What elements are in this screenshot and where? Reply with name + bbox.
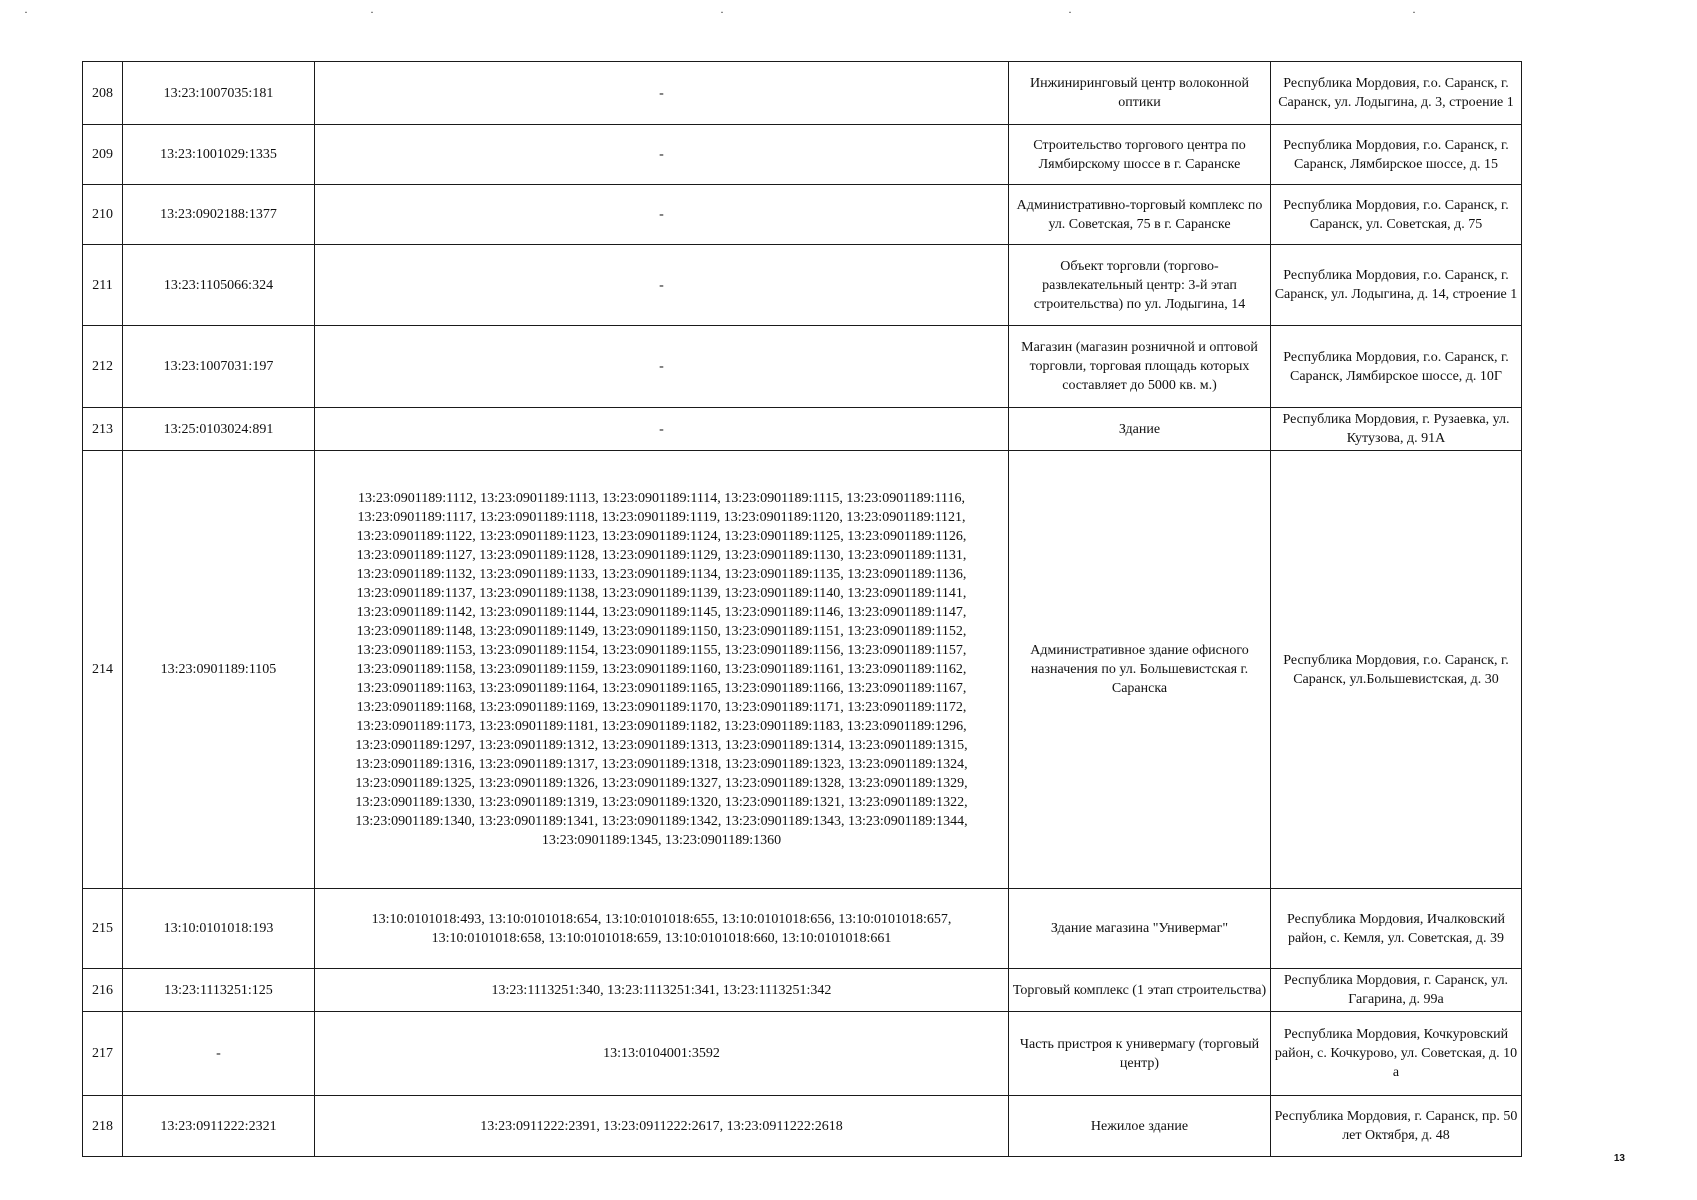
page-number: 13 xyxy=(1613,1153,1625,1164)
table-row xyxy=(83,1012,1522,1096)
object-address: Республика Мордовия, г.о. Саранск, г. Саранск, ул. Советская, д. 75 xyxy=(1271,185,1522,245)
related-cadastral-numbers: - xyxy=(315,125,1009,185)
table-row xyxy=(83,326,1522,408)
cadastral-number: 13:23:1007031:197 xyxy=(123,326,315,408)
cadastral-number: 13:23:1001029:1335 xyxy=(123,125,315,185)
object-name: Здание xyxy=(1009,408,1271,451)
cadastral-number: 13:23:0902188:1377 xyxy=(123,185,315,245)
row-number: 216 xyxy=(83,969,123,1012)
table-row xyxy=(83,185,1522,245)
cadastral-number: 13:23:0901189:1105 xyxy=(123,451,315,889)
scan-artifact: · xyxy=(1412,5,1416,19)
scan-artifact: · xyxy=(720,5,724,19)
cadastral-number: 13:23:1113251:125 xyxy=(123,969,315,1012)
object-name: Объект торговли (торгово-развлекательный центр: 3-й этап строительства) по ул. Лодыгина, 14 xyxy=(1009,245,1271,326)
scan-artifact: · xyxy=(24,5,28,19)
row-number: 215 xyxy=(83,889,123,969)
object-address: Республика Мордовия, г. Саранск, пр. 50 лет Октября, д. 48 xyxy=(1271,1096,1522,1157)
row-number: 218 xyxy=(83,1096,123,1157)
object-address: Республика Мордовия, г.о. Саранск, г. Саранск, ул.Большевистская, д. 30 xyxy=(1271,451,1522,889)
row-number: 212 xyxy=(83,326,123,408)
related-cadastral-numbers: 13:23:0901189:1112, 13:23:0901189:1113, 13:23:0901189:1114, 13:23:0901189:1115, 13:23:0901189:1116, 13:23:0901189:1117, 13:23:0901189:1118, 13:23:0901189:1119, 13:23:0901189:1120, 13:23:0901189:1121, 13:23:0901189:1122, 13:23:0901189:1123, 13:23:0901189:1124, 13:23:0901189:1125, 13:23:0901189:1126, 13:23:0901189:1127, 13:23:0901189:1128, 13:23:0901189:1129, 13:23:0901189:1130, 13:23:0901189:1131, 13:23:0901189:1132, 13:23:0901189:1133, 13:23:0901189:1134, 13:23:0901189:1135, 13:23:0901189:1136, 13:23:0901189:1137, 13:23:0901189:1138, 13:23:0901189:1139, 13:23:0901189:1140, 13:23:0901189:1141, 13:23:0901189:1142, 13:23:0901189:1144, 13:23:0901189:1145, 13:23:0901189:1146, 13:23:0901189:1147, 13:23:0901189:1148, 13:23:0901189:1149, 13:23:0901189:1150, 13:23:0901189:1151, 13:23:0901189:1152, 13:23:0901189:1153, 13:23:0901189:1154, 13:23:0901189:1155, 13:23:0901189:1156, 13:23:0901189:1157, 13:23:0901189:1158, 13:23:0901189:1159, 13:23:0901189:1160, 13:23:0901189:1161, 13:23:0901189:1162, 13:23:0901189:1163, 13:23:0901189:1164, 13:23:0901189:1165, 13:23:0901189:1166, 13:23:0901189:1167, 13:23:0901189:1168, 13:23:0901189:1169, 13:23:0901189:1170, 13:23:0901189:1171, 13:23:0901189:1172, 13:23:0901189:1173, 13:23:0901189:1181, 13:23:0901189:1182, 13:23:0901189:1183, 13:23:0901189:1296, 13:23:0901189:1297, 13:23:0901189:1312, 13:23:0901189:1313, 13:23:0901189:1314, 13:23:0901189:1315, 13:23:0901189:1316, 13:23:0901189:1317, 13:23:0901189:1318, 13:23:0901189:1323, 13:23:0901189:1324, 13:23:0901189:1325, 13:23:0901189:1326, 13:23:0901189:1327, 13:23:0901189:1328, 13:23:0901189:1329, 13:23:0901189:1330, 13:23:0901189:1319, 13:23:0901189:1320, 13:23:0901189:1321, 13:23:0901189:1322, 13:23:0901189:1340, 13:23:0901189:1341, 13:23:0901189:1342, 13:23:0901189:1343, 13:23:0901189:1344, 13:23:0901189:1345, 13:23:0901189:1360 xyxy=(315,451,1009,889)
related-cadastral-numbers: 13:13:0104001:3592 xyxy=(315,1012,1009,1096)
row-number: 209 xyxy=(83,125,123,185)
object-name: Часть пристроя к универмагу (торговый центр) xyxy=(1009,1012,1271,1096)
object-address: Республика Мордовия, Ичалковский район, с. Кемля, ул. Советская, д. 39 xyxy=(1271,889,1522,969)
related-cadastral-numbers: - xyxy=(315,245,1009,326)
table-row xyxy=(83,451,1522,889)
table-row xyxy=(83,62,1522,125)
table-row xyxy=(83,889,1522,969)
cadastral-number: 13:23:1007035:181 xyxy=(123,62,315,125)
scan-artifact: · xyxy=(1068,5,1072,19)
related-cadastral-numbers: 13:23:0911222:2391, 13:23:0911222:2617, 13:23:0911222:2618 xyxy=(315,1096,1009,1157)
cadastral-number: 13:23:0911222:2321 xyxy=(123,1096,315,1157)
cadastral-number: 13:25:0103024:891 xyxy=(123,408,315,451)
table-row xyxy=(83,245,1522,326)
related-cadastral-numbers: - xyxy=(315,62,1009,125)
object-address: Республика Мордовия, г.о. Саранск, г. Саранск, ул. Лодыгина, д. 3, строение 1 xyxy=(1271,62,1522,125)
cadastral-number: 13:23:1105066:324 xyxy=(123,245,315,326)
object-name: Здание магазина "Универмаг" xyxy=(1009,889,1271,969)
cadastral-number: - xyxy=(123,1012,315,1096)
object-address: Республика Мордовия, г. Саранск, ул. Гагарина, д. 99а xyxy=(1271,969,1522,1012)
object-name: Инжиниринговый центр волоконной оптики xyxy=(1009,62,1271,125)
table-row xyxy=(83,125,1522,185)
object-name: Строительство торгового центра по Лямбирскому шоссе в г. Саранске xyxy=(1009,125,1271,185)
table-row xyxy=(83,408,1522,451)
related-cadastral-numbers: - xyxy=(315,185,1009,245)
cadastral-number: 13:10:0101018:193 xyxy=(123,889,315,969)
registry-table xyxy=(82,61,1522,1157)
object-name: Торговый комплекс (1 этап строительства) xyxy=(1009,969,1271,1012)
object-name: Нежилое здание xyxy=(1009,1096,1271,1157)
object-address: Республика Мордовия, г.о. Саранск, г. Саранск, Лямбирское шоссе, д. 10Г xyxy=(1271,326,1522,408)
row-number: 208 xyxy=(83,62,123,125)
row-number: 214 xyxy=(83,451,123,889)
object-name: Административное здание офисного назначения по ул. Большевистская г. Саранска xyxy=(1009,451,1271,889)
table-row xyxy=(83,969,1522,1012)
related-cadastral-numbers: - xyxy=(315,326,1009,408)
object-name: Магазин (магазин розничной и оптовой торговли, торговая площадь которых составляет до 5000 кв. м.) xyxy=(1009,326,1271,408)
related-cadastral-numbers: 13:10:0101018:493, 13:10:0101018:654, 13:10:0101018:655, 13:10:0101018:656, 13:10:0101018:657, 13:10:0101018:658, 13:10:0101018:659, 13:10:0101018:660, 13:10:0101018:661 xyxy=(315,889,1009,969)
object-address: Республика Мордовия, г.о. Саранск, г. Саранск, Лямбирское шоссе, д. 15 xyxy=(1271,125,1522,185)
row-number: 213 xyxy=(83,408,123,451)
row-number: 211 xyxy=(83,245,123,326)
object-name: Административно-торговый комплекс по ул. Советская, 75 в г. Саранске xyxy=(1009,185,1271,245)
row-number: 210 xyxy=(83,185,123,245)
object-address: Республика Мордовия, Кочкуровский район, с. Кочкурово, ул. Советская, д. 10 а xyxy=(1271,1012,1522,1096)
related-cadastral-numbers: - xyxy=(315,408,1009,451)
row-number: 217 xyxy=(83,1012,123,1096)
object-address: Республика Мордовия, г.о. Саранск, г. Саранск, ул. Лодыгина, д. 14, строение 1 xyxy=(1271,245,1522,326)
related-cadastral-numbers: 13:23:1113251:340, 13:23:1113251:341, 13:23:1113251:342 xyxy=(315,969,1009,1012)
scan-artifact: · xyxy=(370,5,374,19)
table-row xyxy=(83,1096,1522,1157)
object-address: Республика Мордовия, г. Рузаевка, ул. Кутузова, д. 91А xyxy=(1271,408,1522,451)
